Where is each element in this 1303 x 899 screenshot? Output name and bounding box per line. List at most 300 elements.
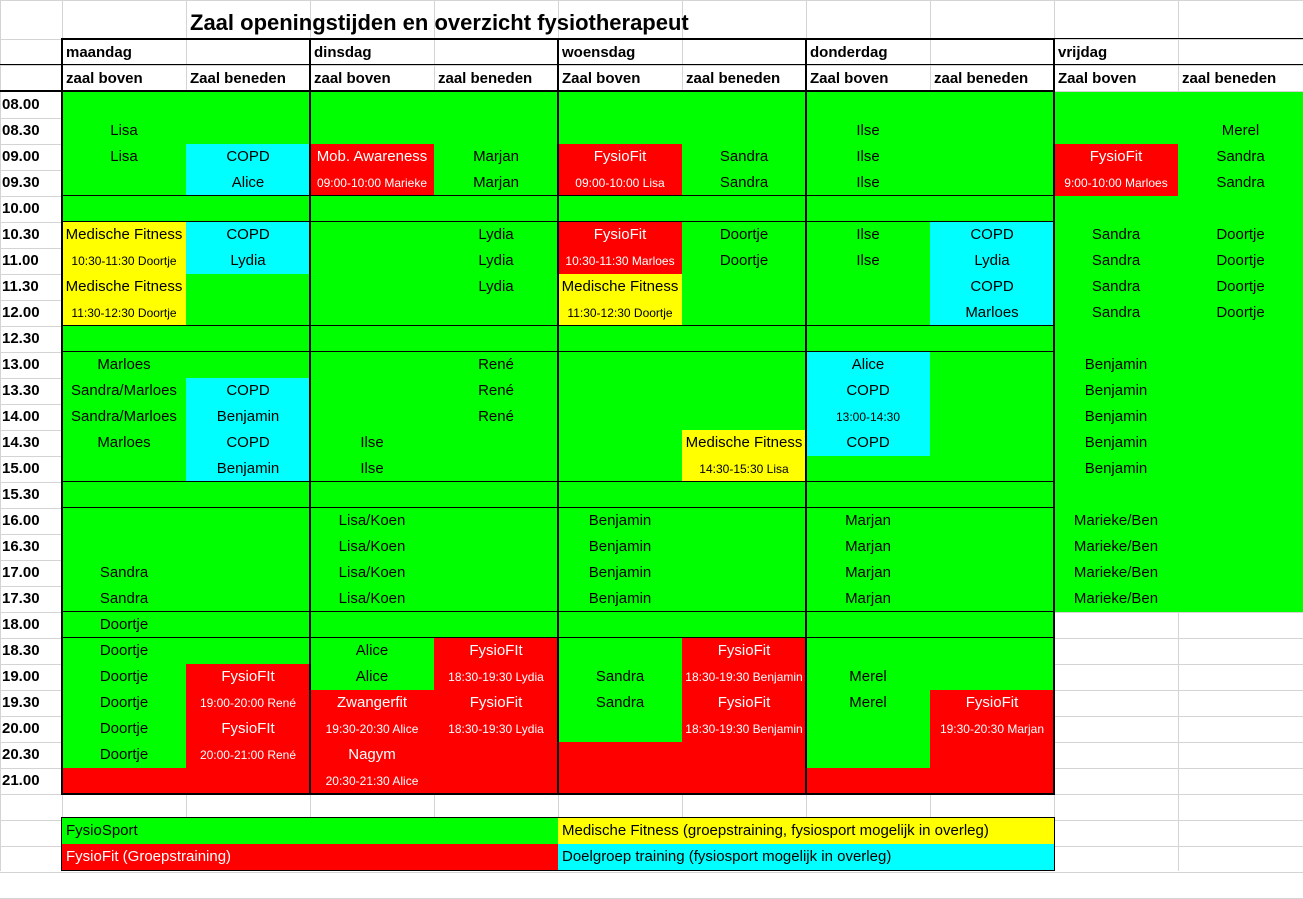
schedule-cell[interactable] bbox=[806, 456, 930, 482]
schedule-cell[interactable] bbox=[1178, 378, 1303, 404]
schedule-cell[interactable] bbox=[682, 586, 806, 612]
schedule-cell[interactable] bbox=[930, 482, 1054, 508]
border-line bbox=[61, 38, 63, 795]
schedule-cell[interactable] bbox=[186, 300, 310, 326]
schedule-cell[interactable]: 10:30-11:30 Doortje bbox=[62, 248, 186, 274]
schedule-cell[interactable]: FysioFit bbox=[558, 144, 682, 170]
schedule-cell[interactable] bbox=[558, 118, 682, 144]
schedule-cell[interactable] bbox=[558, 742, 682, 768]
schedule-cell[interactable]: Benjamin bbox=[186, 404, 310, 430]
schedule-cell[interactable] bbox=[1178, 508, 1303, 534]
schedule-cell[interactable]: Lydia bbox=[930, 248, 1054, 274]
schedule-cell[interactable] bbox=[62, 768, 186, 794]
schedule-cell[interactable] bbox=[186, 508, 310, 534]
schedule-cell[interactable] bbox=[558, 352, 682, 378]
legend-fysiofit: FysioFit (Groepstraining) bbox=[62, 844, 558, 870]
schedule-cell[interactable]: Alice bbox=[186, 170, 310, 196]
schedule-cell[interactable] bbox=[558, 378, 682, 404]
room-header: zaal boven bbox=[66, 70, 143, 87]
schedule-cell[interactable]: Sandra bbox=[62, 560, 186, 586]
schedule-cell[interactable]: Medische Fitness bbox=[682, 430, 806, 456]
schedule-cell[interactable]: COPD bbox=[186, 222, 310, 248]
schedule-cell[interactable]: Sandra bbox=[1178, 170, 1303, 196]
schedule-cell[interactable] bbox=[806, 274, 930, 300]
time-label: 14.30 bbox=[2, 434, 40, 451]
schedule-cell[interactable] bbox=[806, 742, 930, 768]
time-label: 19.30 bbox=[2, 694, 40, 711]
room-header: zaal beneden bbox=[438, 70, 533, 87]
schedule-cell[interactable]: COPD bbox=[930, 274, 1054, 300]
schedule-cell[interactable] bbox=[310, 352, 434, 378]
schedule-cell[interactable]: Lisa bbox=[62, 144, 186, 170]
border-line bbox=[1053, 612, 1055, 794]
schedule-cell[interactable]: COPD bbox=[806, 378, 930, 404]
legend-fysiosport: FysioSport bbox=[62, 818, 558, 844]
schedule-cell[interactable]: Alice bbox=[806, 352, 930, 378]
schedule-cell[interactable]: Mob. Awareness bbox=[310, 144, 434, 170]
schedule-cell[interactable] bbox=[682, 92, 806, 118]
schedule-cell[interactable]: 18:30-19:30 Lydia bbox=[434, 716, 558, 742]
schedule-cell[interactable]: Doortje bbox=[62, 716, 186, 742]
schedule-cell[interactable]: Benjamin bbox=[1054, 456, 1178, 482]
schedule-cell[interactable] bbox=[1178, 404, 1303, 430]
schedule-cell[interactable] bbox=[62, 482, 186, 508]
schedule-cell[interactable]: Lisa/Koen bbox=[310, 560, 434, 586]
schedule-cell[interactable]: 20:30-21:30 Alice bbox=[310, 768, 434, 794]
schedule-cell[interactable]: Medische Fitness bbox=[62, 274, 186, 300]
schedule-cell[interactable] bbox=[310, 118, 434, 144]
schedule-cell[interactable]: 19:30-20:30 Marjan bbox=[930, 716, 1054, 742]
day-header-vrijdag: vrijdag bbox=[1058, 44, 1108, 61]
schedule-cell[interactable] bbox=[1178, 196, 1303, 222]
schedule-cell[interactable] bbox=[1054, 92, 1178, 118]
schedule-cell[interactable]: Lisa bbox=[62, 118, 186, 144]
schedule-cell[interactable]: 09:00-10:00 Marieke bbox=[310, 170, 434, 196]
schedule-cell[interactable]: Ilse bbox=[806, 170, 930, 196]
schedule-cell[interactable] bbox=[806, 768, 930, 794]
time-label: 14.00 bbox=[2, 408, 40, 425]
schedule-cell[interactable]: FysioFit bbox=[682, 638, 806, 664]
schedule-cell[interactable] bbox=[930, 508, 1054, 534]
schedule-cell[interactable] bbox=[682, 352, 806, 378]
schedule-cell[interactable]: 19:00-20:00 René bbox=[186, 690, 310, 716]
schedule-cell[interactable] bbox=[310, 612, 434, 638]
schedule-cell[interactable]: Doortje bbox=[62, 638, 186, 664]
schedule-cell[interactable]: Benjamin bbox=[558, 586, 682, 612]
schedule-cell[interactable]: Ilse bbox=[806, 222, 930, 248]
schedule-cell[interactable] bbox=[682, 482, 806, 508]
schedule-cell[interactable]: COPD bbox=[186, 378, 310, 404]
border-line bbox=[309, 38, 311, 795]
time-label: 13.30 bbox=[2, 382, 40, 399]
schedule-cell[interactable] bbox=[434, 534, 558, 560]
schedule-cell[interactable] bbox=[62, 92, 186, 118]
schedule-cell[interactable] bbox=[1178, 430, 1303, 456]
schedule-cell[interactable] bbox=[310, 248, 434, 274]
schedule-cell[interactable] bbox=[1178, 326, 1303, 352]
schedule-cell[interactable] bbox=[930, 196, 1054, 222]
schedule-cell[interactable]: 14:30-15:30 Lisa bbox=[682, 456, 806, 482]
schedule-cell[interactable] bbox=[186, 92, 310, 118]
schedule-cell[interactable]: Marieke/Ben bbox=[1054, 534, 1178, 560]
day-header-maandag: maandag bbox=[66, 44, 132, 61]
schedule-cell[interactable] bbox=[930, 92, 1054, 118]
schedule-cell[interactable]: Alice bbox=[310, 664, 434, 690]
schedule-cell[interactable]: Benjamin bbox=[186, 456, 310, 482]
time-label: 17.30 bbox=[2, 590, 40, 607]
time-label: 09.00 bbox=[2, 148, 40, 165]
schedule-cell[interactable]: Marjan bbox=[806, 586, 930, 612]
schedule-cell[interactable]: Ilse bbox=[806, 144, 930, 170]
schedule-cell[interactable] bbox=[806, 482, 930, 508]
schedule-cell[interactable] bbox=[186, 768, 310, 794]
schedule-cell[interactable] bbox=[806, 326, 930, 352]
schedule-cell[interactable]: Ilse bbox=[806, 118, 930, 144]
gridline-h bbox=[0, 0, 1303, 1]
time-label: 20.00 bbox=[2, 720, 40, 737]
schedule-cell[interactable] bbox=[682, 196, 806, 222]
schedule-cell[interactable]: Marloes bbox=[930, 300, 1054, 326]
day-header-donderdag: donderdag bbox=[810, 44, 888, 61]
schedule-cell[interactable]: Ilse bbox=[310, 456, 434, 482]
schedule-cell[interactable] bbox=[1054, 196, 1178, 222]
schedule-cell[interactable] bbox=[434, 326, 558, 352]
schedule-cell[interactable] bbox=[806, 92, 930, 118]
schedule-cell[interactable] bbox=[682, 378, 806, 404]
schedule-cell[interactable]: Lydia bbox=[434, 248, 558, 274]
schedule-cell[interactable]: 11:30-12:30 Doortje bbox=[62, 300, 186, 326]
schedule-cell[interactable]: 19:30-20:30 Alice bbox=[310, 716, 434, 742]
schedule-cell[interactable] bbox=[310, 326, 434, 352]
schedule-cell[interactable] bbox=[558, 326, 682, 352]
time-label: 12.00 bbox=[2, 304, 40, 321]
schedule-cell[interactable] bbox=[186, 352, 310, 378]
time-label: 10.30 bbox=[2, 226, 40, 243]
schedule-cell[interactable]: 9:00-10:00 Marloes bbox=[1054, 170, 1178, 196]
schedule-cell[interactable] bbox=[930, 404, 1054, 430]
schedule-cell[interactable]: Marloes bbox=[62, 352, 186, 378]
schedule-cell[interactable] bbox=[682, 612, 806, 638]
room-header: zaal beneden bbox=[1182, 70, 1277, 87]
border-line bbox=[805, 38, 807, 795]
schedule-cell[interactable]: Sandra/Marloes bbox=[62, 404, 186, 430]
schedule-cell[interactable]: Doortje bbox=[682, 222, 806, 248]
schedule-cell[interactable] bbox=[1178, 482, 1303, 508]
schedule-cell[interactable]: 10:30-11:30 Marloes bbox=[558, 248, 682, 274]
room-header: zaal beneden bbox=[686, 70, 781, 87]
schedule-cell[interactable]: Doortje bbox=[62, 742, 186, 768]
schedule-cell[interactable]: Benjamin bbox=[1054, 404, 1178, 430]
schedule-cell[interactable] bbox=[930, 560, 1054, 586]
schedule-cell[interactable] bbox=[682, 742, 806, 768]
schedule-cell[interactable]: René bbox=[434, 378, 558, 404]
schedule-cell[interactable]: Medische Fitness bbox=[558, 274, 682, 300]
schedule-cell[interactable] bbox=[930, 742, 1054, 768]
schedule-cell[interactable]: Doortje bbox=[62, 664, 186, 690]
schedule-cell[interactable]: Lisa/Koen bbox=[310, 586, 434, 612]
schedule-cell[interactable]: Lydia bbox=[186, 248, 310, 274]
day-header-woensdag: woensdag bbox=[562, 44, 636, 61]
schedule-cell[interactable]: 18:30-19:30 Lydia bbox=[434, 664, 558, 690]
schedule-cell[interactable] bbox=[310, 196, 434, 222]
schedule-cell[interactable]: FysioFit bbox=[930, 690, 1054, 716]
schedule-cell[interactable] bbox=[806, 716, 930, 742]
schedule-cell[interactable]: COPD bbox=[806, 430, 930, 456]
schedule-cell[interactable] bbox=[434, 586, 558, 612]
schedule-cell[interactable] bbox=[434, 196, 558, 222]
schedule-cell[interactable]: Sandra bbox=[1054, 300, 1178, 326]
schedule-cell[interactable] bbox=[930, 586, 1054, 612]
schedule-cell[interactable] bbox=[434, 482, 558, 508]
schedule-cell[interactable]: Marieke/Ben bbox=[1054, 560, 1178, 586]
schedule-cell[interactable]: 20:00-21:00 René bbox=[186, 742, 310, 768]
schedule-cell[interactable]: FysioFit bbox=[434, 690, 558, 716]
schedule-cell[interactable]: FysioFit bbox=[682, 690, 806, 716]
schedule-cell[interactable] bbox=[682, 534, 806, 560]
schedule-cell[interactable] bbox=[186, 534, 310, 560]
schedule-cell[interactable] bbox=[930, 430, 1054, 456]
schedule-cell[interactable] bbox=[930, 118, 1054, 144]
schedule-cell[interactable] bbox=[930, 352, 1054, 378]
schedule-cell[interactable]: Lydia bbox=[434, 222, 558, 248]
schedule-cell[interactable]: Marjan bbox=[806, 560, 930, 586]
schedule-cell[interactable] bbox=[558, 456, 682, 482]
schedule-cell[interactable] bbox=[806, 638, 930, 664]
schedule-cell[interactable] bbox=[434, 612, 558, 638]
schedule-cell[interactable] bbox=[186, 638, 310, 664]
legend-doelgroep: Doelgroep training (fysiosport mogelijk in overleg) bbox=[558, 844, 1054, 870]
schedule-cell[interactable] bbox=[806, 300, 930, 326]
schedule-cell[interactable]: Alice bbox=[310, 638, 434, 664]
schedule-cell[interactable] bbox=[558, 482, 682, 508]
schedule-cell[interactable]: COPD bbox=[186, 430, 310, 456]
schedule-cell[interactable] bbox=[682, 404, 806, 430]
schedule-cell[interactable] bbox=[186, 482, 310, 508]
schedule-cell[interactable]: Medische Fitness bbox=[62, 222, 186, 248]
schedule-cell[interactable] bbox=[682, 274, 806, 300]
schedule-cell[interactable]: COPD bbox=[186, 144, 310, 170]
schedule-cell[interactable] bbox=[558, 196, 682, 222]
schedule-cell[interactable]: Benjamin bbox=[1054, 352, 1178, 378]
schedule-cell[interactable]: Sandra bbox=[1054, 248, 1178, 274]
schedule-cell[interactable] bbox=[930, 638, 1054, 664]
schedule-cell[interactable]: COPD bbox=[930, 222, 1054, 248]
schedule-cell[interactable] bbox=[682, 560, 806, 586]
schedule-cell[interactable] bbox=[558, 92, 682, 118]
schedule-cell[interactable] bbox=[434, 560, 558, 586]
schedule-cell[interactable] bbox=[682, 508, 806, 534]
schedule-cell[interactable]: Sandra bbox=[682, 144, 806, 170]
schedule-cell[interactable]: FysioFIt bbox=[186, 664, 310, 690]
schedule-cell[interactable] bbox=[186, 326, 310, 352]
schedule-cell[interactable] bbox=[930, 768, 1054, 794]
schedule-cell[interactable] bbox=[62, 508, 186, 534]
schedule-cell[interactable] bbox=[186, 586, 310, 612]
time-label: 13.00 bbox=[2, 356, 40, 373]
schedule-cell[interactable]: René bbox=[434, 404, 558, 430]
schedule-cell[interactable] bbox=[434, 742, 558, 768]
schedule-cell[interactable] bbox=[930, 144, 1054, 170]
schedule-cell[interactable] bbox=[558, 716, 682, 742]
schedule-cell[interactable] bbox=[434, 430, 558, 456]
time-label: 21.00 bbox=[2, 772, 40, 789]
schedule-cell[interactable] bbox=[434, 508, 558, 534]
schedule-cell[interactable] bbox=[186, 560, 310, 586]
time-label: 20.30 bbox=[2, 746, 40, 763]
schedule-cell[interactable]: Doortje bbox=[1178, 248, 1303, 274]
schedule-cell[interactable]: Doortje bbox=[1178, 222, 1303, 248]
schedule-cell[interactable] bbox=[1178, 352, 1303, 378]
schedule-cell[interactable]: Merel bbox=[806, 664, 930, 690]
schedule-cell[interactable]: Doortje bbox=[1178, 274, 1303, 300]
schedule-cell[interactable] bbox=[682, 118, 806, 144]
schedule-cell[interactable] bbox=[434, 92, 558, 118]
schedule-cell[interactable]: 11:30-12:30 Doortje bbox=[558, 300, 682, 326]
schedule-cell[interactable] bbox=[558, 638, 682, 664]
schedule-cell[interactable]: FysioFit bbox=[1054, 144, 1178, 170]
schedule-cell[interactable]: Doortje bbox=[62, 690, 186, 716]
schedule-cell[interactable]: 18:30-19:30 Benjamin bbox=[682, 664, 806, 690]
schedule-cell[interactable] bbox=[310, 222, 434, 248]
schedule-cell[interactable]: Nagym bbox=[310, 742, 434, 768]
schedule-cell[interactable]: Sandra bbox=[62, 586, 186, 612]
gridline-h bbox=[0, 872, 1303, 873]
schedule-cell[interactable] bbox=[310, 404, 434, 430]
schedule-cell[interactable] bbox=[310, 92, 434, 118]
schedule-cell[interactable]: Lisa/Koen bbox=[310, 534, 434, 560]
schedule-cell[interactable] bbox=[434, 456, 558, 482]
schedule-cell[interactable]: Marjan bbox=[806, 534, 930, 560]
schedule-cell[interactable] bbox=[1054, 482, 1178, 508]
schedule-cell[interactable] bbox=[1178, 456, 1303, 482]
schedule-cell[interactable]: FysioFit bbox=[558, 222, 682, 248]
schedule-cell[interactable]: Marjan bbox=[434, 144, 558, 170]
schedule-cell[interactable]: Marieke/Ben bbox=[1054, 586, 1178, 612]
schedule-cell[interactable] bbox=[1054, 118, 1178, 144]
schedule-cell[interactable]: Lisa/Koen bbox=[310, 508, 434, 534]
schedule-cell[interactable] bbox=[930, 378, 1054, 404]
schedule-cell[interactable] bbox=[558, 768, 682, 794]
schedule-cell[interactable]: René bbox=[434, 352, 558, 378]
time-label: 18.00 bbox=[2, 616, 40, 633]
schedule-cell[interactable]: 09:00-10:00 Lisa bbox=[558, 170, 682, 196]
schedule-cell[interactable]: Sandra bbox=[558, 690, 682, 716]
schedule-cell[interactable]: Benjamin bbox=[1054, 378, 1178, 404]
schedule-cell[interactable]: Sandra bbox=[682, 170, 806, 196]
schedule-cell[interactable] bbox=[186, 196, 310, 222]
schedule-cell[interactable] bbox=[558, 430, 682, 456]
schedule-cell[interactable] bbox=[62, 326, 186, 352]
schedule-cell[interactable]: Benjamin bbox=[1054, 430, 1178, 456]
schedule-cell[interactable]: Marjan bbox=[434, 170, 558, 196]
schedule-cell[interactable]: Marloes bbox=[62, 430, 186, 456]
schedule-cell[interactable] bbox=[1178, 586, 1303, 612]
schedule-cell[interactable]: Benjamin bbox=[558, 508, 682, 534]
schedule-cell[interactable]: Benjamin bbox=[558, 534, 682, 560]
schedule-cell[interactable]: Sandra bbox=[1054, 274, 1178, 300]
schedule-cell[interactable] bbox=[930, 170, 1054, 196]
schedule-cell[interactable] bbox=[1178, 534, 1303, 560]
border-line bbox=[1054, 38, 1303, 39]
time-label: 09.30 bbox=[2, 174, 40, 191]
schedule-cell[interactable]: Ilse bbox=[806, 248, 930, 274]
schedule-cell[interactable] bbox=[310, 274, 434, 300]
schedule-cell[interactable] bbox=[62, 456, 186, 482]
schedule-cell[interactable] bbox=[806, 612, 930, 638]
schedule-cell[interactable] bbox=[1178, 560, 1303, 586]
schedule-cell[interactable] bbox=[310, 300, 434, 326]
schedule-cell[interactable]: Doortje bbox=[682, 248, 806, 274]
schedule-cell[interactable] bbox=[558, 612, 682, 638]
schedule-cell[interactable] bbox=[930, 664, 1054, 690]
schedule-cell[interactable] bbox=[682, 326, 806, 352]
schedule-cell[interactable] bbox=[310, 482, 434, 508]
schedule-cell[interactable]: Sandra bbox=[1054, 222, 1178, 248]
room-header: zaal beneden bbox=[934, 70, 1029, 87]
schedule-cell[interactable] bbox=[930, 456, 1054, 482]
time-label: 15.00 bbox=[2, 460, 40, 477]
schedule-cell[interactable]: Ilse bbox=[310, 430, 434, 456]
time-label: 18.30 bbox=[2, 642, 40, 659]
schedule-cell[interactable]: Doortje bbox=[1178, 300, 1303, 326]
schedule-cell[interactable] bbox=[558, 404, 682, 430]
schedule-cell[interactable] bbox=[434, 118, 558, 144]
schedule-cell[interactable]: Zwangerfit bbox=[310, 690, 434, 716]
time-label: 17.00 bbox=[2, 564, 40, 581]
schedule-cell[interactable]: Sandra bbox=[558, 664, 682, 690]
schedule-cell[interactable]: 13:00-14:30 bbox=[806, 404, 930, 430]
schedule-cell[interactable] bbox=[930, 326, 1054, 352]
schedule-cell[interactable] bbox=[186, 612, 310, 638]
schedule-cell[interactable]: Marjan bbox=[806, 508, 930, 534]
schedule-cell[interactable] bbox=[1054, 326, 1178, 352]
schedule-cell[interactable] bbox=[1178, 92, 1303, 118]
schedule-cell[interactable]: 18:30-19:30 Benjamin bbox=[682, 716, 806, 742]
schedule-cell[interactable] bbox=[186, 274, 310, 300]
schedule-cell[interactable] bbox=[682, 300, 806, 326]
schedule-cell[interactable] bbox=[806, 196, 930, 222]
border-line bbox=[0, 90, 1054, 92]
time-label: 08.00 bbox=[2, 96, 40, 113]
room-header: Zaal beneden bbox=[190, 70, 286, 87]
time-label: 16.00 bbox=[2, 512, 40, 529]
schedule-cell[interactable]: Doortje bbox=[62, 612, 186, 638]
schedule-cell[interactable]: Sandra bbox=[1178, 144, 1303, 170]
schedule-cell[interactable] bbox=[930, 612, 1054, 638]
schedule-cell[interactable]: FysioFIt bbox=[434, 638, 558, 664]
time-label: 10.00 bbox=[2, 200, 40, 217]
time-label: 19.00 bbox=[2, 668, 40, 685]
room-header: Zaal boven bbox=[1058, 70, 1137, 87]
schedule-cell[interactable] bbox=[930, 534, 1054, 560]
schedule-cell[interactable] bbox=[62, 196, 186, 222]
schedule-cell[interactable]: Sandra/Marloes bbox=[62, 378, 186, 404]
schedule-cell[interactable]: Marieke/Ben bbox=[1054, 508, 1178, 534]
schedule-cell[interactable] bbox=[62, 170, 186, 196]
schedule-cell[interactable] bbox=[434, 300, 558, 326]
schedule-cell[interactable]: Benjamin bbox=[558, 560, 682, 586]
schedule-cell[interactable]: Merel bbox=[1178, 118, 1303, 144]
schedule-cell[interactable] bbox=[434, 768, 558, 794]
time-label: 08.30 bbox=[2, 122, 40, 139]
schedule-cell[interactable]: Merel bbox=[806, 690, 930, 716]
schedule-cell[interactable] bbox=[682, 768, 806, 794]
schedule-cell[interactable]: Lydia bbox=[434, 274, 558, 300]
schedule-cell[interactable] bbox=[186, 118, 310, 144]
schedule-cell[interactable] bbox=[310, 378, 434, 404]
schedule-cell[interactable]: FysioFIt bbox=[186, 716, 310, 742]
schedule-cell[interactable] bbox=[62, 534, 186, 560]
